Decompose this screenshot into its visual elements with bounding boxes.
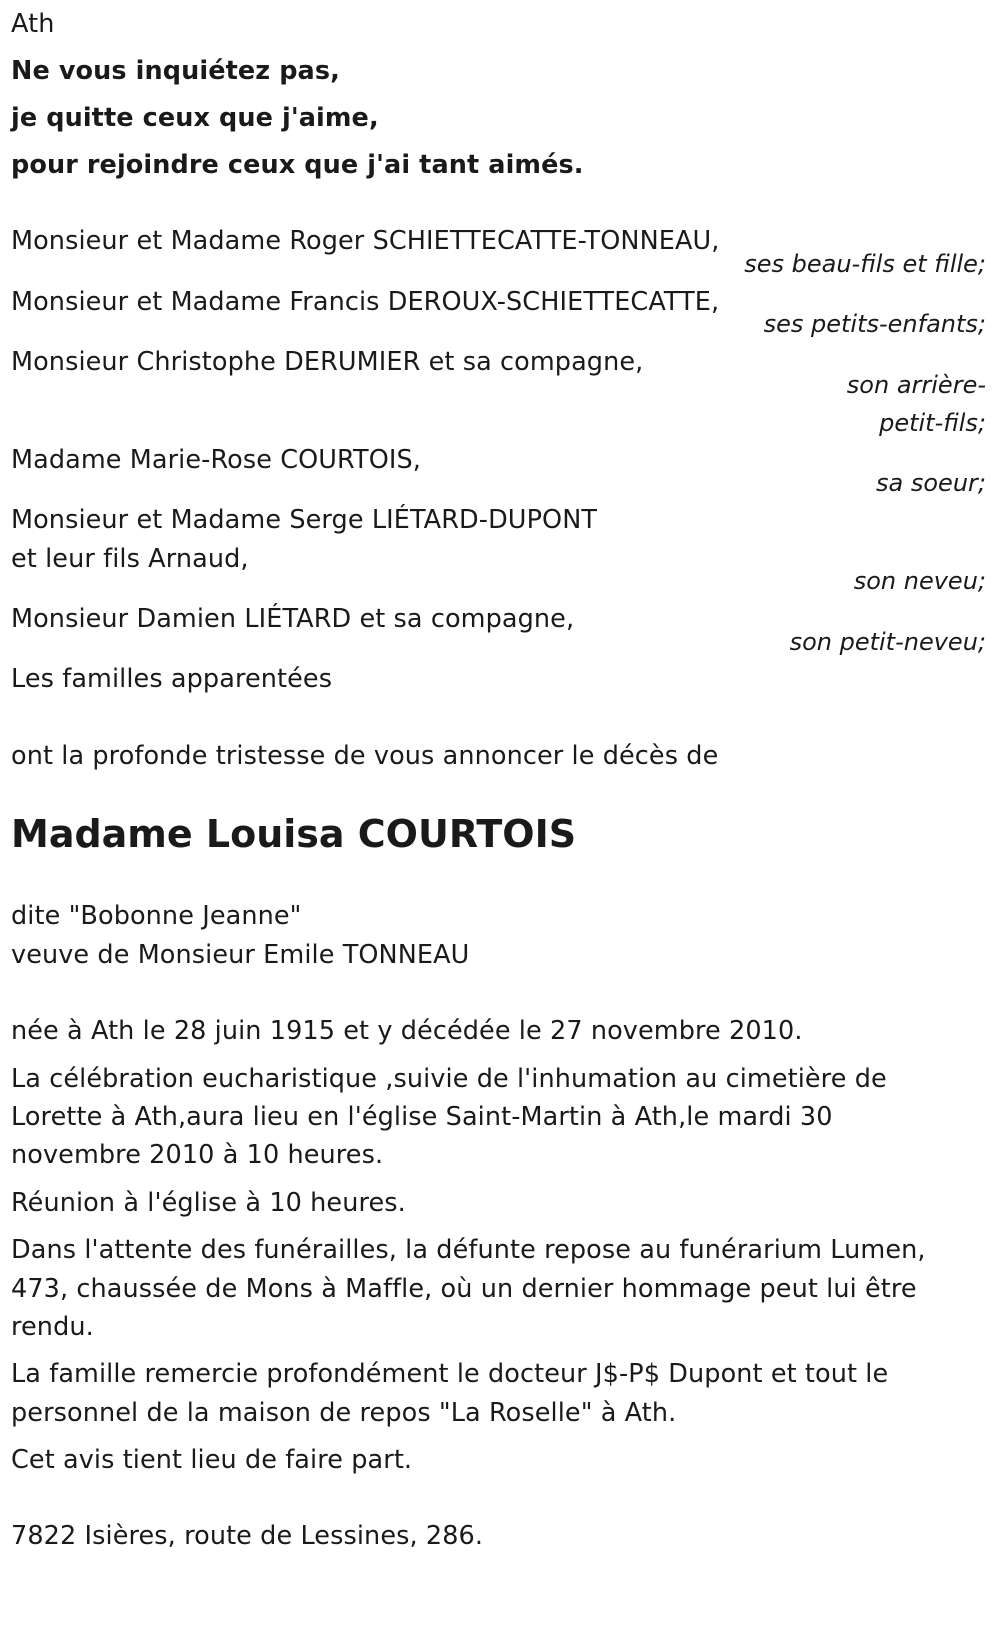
family-relation-6: son petit-neveu;: [789, 628, 986, 656]
family-relation-4: sa soeur;: [876, 469, 986, 497]
ceremony-line-3: novembre 2010 à 10 heures.: [11, 1140, 384, 1170]
place-label: Ath: [11, 9, 55, 39]
poem-line-2: je quitte ceux que j'aime,: [11, 103, 379, 133]
family-member-6: Monsieur Damien LIÉTARD et sa compagne,: [11, 604, 575, 634]
family-member-7: Les familles apparentées: [11, 664, 333, 694]
poem-line-3: pour rejoindre ceux que j'ai tant aimés.: [11, 150, 584, 180]
poem-line-1: Ne vous inquiétez pas,: [11, 56, 340, 86]
deceased-nickname: dite "Bobonne Jeanne": [11, 901, 302, 931]
family-relation-3-line-1: son arrière-: [846, 371, 986, 399]
ceremony-line-1: La célébration eucharistique ,suivie de l'inhumation au cimetière de: [11, 1064, 887, 1094]
funeral-home-line-1: Dans l'attente des funérailles, la défunte repose au funérarium Lumen,: [11, 1235, 926, 1265]
deceased-name: Madame Louisa COURTOIS: [11, 812, 577, 856]
family-relation-2: ses petits-enfants;: [763, 310, 986, 338]
deceased-widow-of: veuve de Monsieur Emile TONNEAU: [11, 940, 470, 970]
family-relation-5: son neveu;: [853, 567, 986, 595]
birth-death-text: née à Ath le 28 juin 1915 et y décédée le 27 novembre 2010.: [11, 1016, 803, 1046]
thanks-line-2: personnel de la maison de repos "La Roselle" à Ath.: [11, 1398, 677, 1428]
meeting-text: Réunion à l'église à 10 heures.: [11, 1188, 406, 1218]
funeral-home-line-3: rendu.: [11, 1312, 94, 1342]
funeral-home-line-2: 473, chaussée de Mons à Maffle, où un dernier hommage peut lui être: [11, 1274, 917, 1304]
thanks-line-1: La famille remercie profondément le docteur J$-P$ Dupont et tout le: [11, 1359, 889, 1389]
family-member-5-line-1: Monsieur et Madame Serge LIÉTARD-DUPONT: [11, 505, 598, 535]
announcement-text: ont la profonde tristesse de vous annoncer le décès de: [11, 741, 719, 771]
family-relation-1: ses beau-fils et fille;: [744, 250, 986, 278]
family-member-4: Madame Marie-Rose COURTOIS,: [11, 445, 421, 475]
family-member-5-line-2: et leur fils Arnaud,: [11, 544, 249, 574]
family-member-1: Monsieur et Madame Roger SCHIETTECATTE-TONNEAU,: [11, 226, 720, 256]
family-member-3: Monsieur Christophe DERUMIER et sa compagne,: [11, 347, 644, 377]
family-relation-3-line-2: petit-fils;: [879, 409, 986, 437]
address-text: 7822 Isières, route de Lessines, 286.: [11, 1521, 484, 1551]
ceremony-line-2: Lorette à Ath,aura lieu en l'église Saint-Martin à Ath,le mardi 30: [11, 1102, 833, 1132]
notice-text: Cet avis tient lieu de faire part.: [11, 1445, 413, 1475]
family-member-2: Monsieur et Madame Francis DEROUX-SCHIETTECATTE,: [11, 287, 720, 317]
